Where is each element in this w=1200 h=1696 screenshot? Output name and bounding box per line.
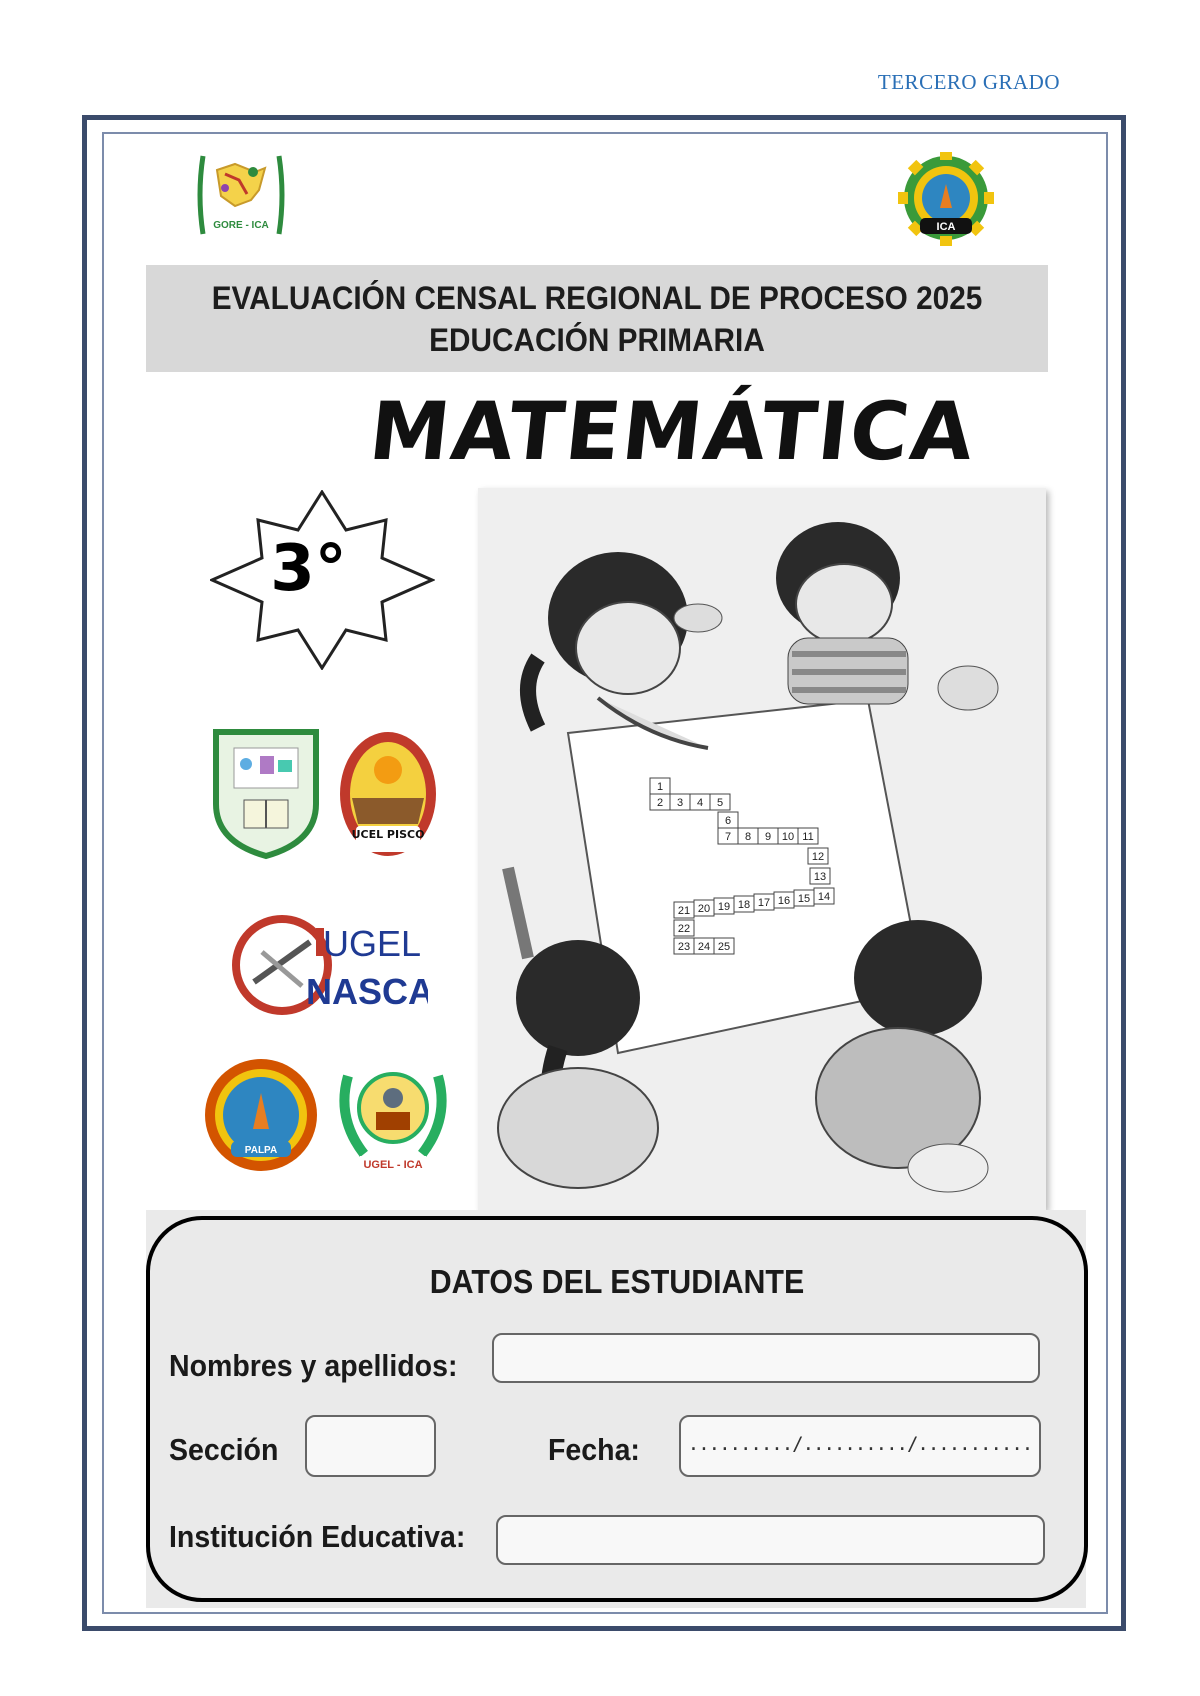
board-cell: 16: [777, 895, 791, 907]
gore-ica-text: GORE - ICA: [213, 220, 269, 231]
ucel-pisco-text: UCEL PISCO: [351, 828, 425, 841]
section-label: Sección: [169, 1432, 279, 1467]
grade-star-badge: [210, 490, 435, 670]
ica-gear-emblem-logo: [893, 152, 999, 248]
board-cell: 10: [781, 831, 795, 843]
board-cell: 4: [696, 797, 704, 809]
name-label: Nombres y apellidos:: [169, 1348, 458, 1383]
board-cell: 17: [757, 897, 771, 909]
date-field[interactable]: [679, 1415, 1041, 1477]
gore-ica-logo: [195, 150, 287, 240]
board-cell: 6: [724, 815, 732, 827]
board-cell: 21: [677, 905, 691, 917]
header-band: [146, 265, 1048, 372]
board-cell: 15: [797, 893, 811, 905]
board-cell: 22: [677, 923, 691, 935]
board-cell: 5: [716, 797, 724, 809]
header-title-line-2: EDUCACIÓN PRIMARIA: [429, 322, 765, 358]
board-cell: 18: [737, 899, 751, 911]
board-cell: 19: [717, 901, 731, 913]
subject-title: MATEMÁTICA: [365, 385, 980, 478]
board-cell: 13: [813, 871, 827, 883]
board-cell: 14: [817, 891, 831, 903]
board-cell: 24: [697, 941, 711, 953]
board-cell: 25: [717, 941, 731, 953]
board-cell: 11: [802, 831, 814, 843]
ugel-ica-text: UGEL - ICA: [363, 1159, 423, 1171]
grade-number: 3°: [270, 532, 347, 606]
board-cell: 8: [744, 831, 752, 843]
palpa-gear-logo: [200, 1054, 322, 1176]
ugel-nasca-text-1: UGEL: [322, 923, 422, 964]
ugel-nasca-text-2: NASCA: [305, 971, 428, 1012]
student-data-title: DATOS DEL ESTUDIANTE: [429, 1263, 805, 1300]
board-cell: 3: [676, 797, 684, 809]
ugel-ica-wreath-logo: [334, 1056, 452, 1178]
board-cell: 20: [697, 903, 711, 915]
name-field[interactable]: [492, 1333, 1040, 1383]
date-placeholder: ........../........../...........: [687, 1433, 1033, 1455]
board-cell: 12: [811, 851, 825, 863]
ica-emblem-text: ICA: [936, 221, 956, 233]
section-field[interactable]: [305, 1415, 436, 1477]
green-shield-ugel-logo: [210, 724, 322, 860]
ucel-pisco-logo: [336, 728, 440, 864]
date-label: Fecha:: [548, 1432, 640, 1467]
school-field[interactable]: [496, 1515, 1045, 1565]
board-cell: 7: [724, 831, 732, 843]
palpa-text: PALPA: [244, 1145, 278, 1156]
board-cell: 1: [656, 781, 664, 793]
board-cell: 2: [656, 797, 664, 809]
children-board-game-illustration: [478, 488, 1046, 1210]
board-cell: 23: [677, 941, 691, 953]
grade-label: TERCERO GRADO: [877, 70, 1060, 94]
ugel-nasca-logo: [232, 912, 428, 1018]
board-cell: 9: [764, 831, 772, 843]
header-title-line-1: EVALUACIÓN CENSAL REGIONAL DE PROCESO 2025: [211, 280, 983, 316]
school-label: Institución Educativa:: [169, 1519, 466, 1554]
